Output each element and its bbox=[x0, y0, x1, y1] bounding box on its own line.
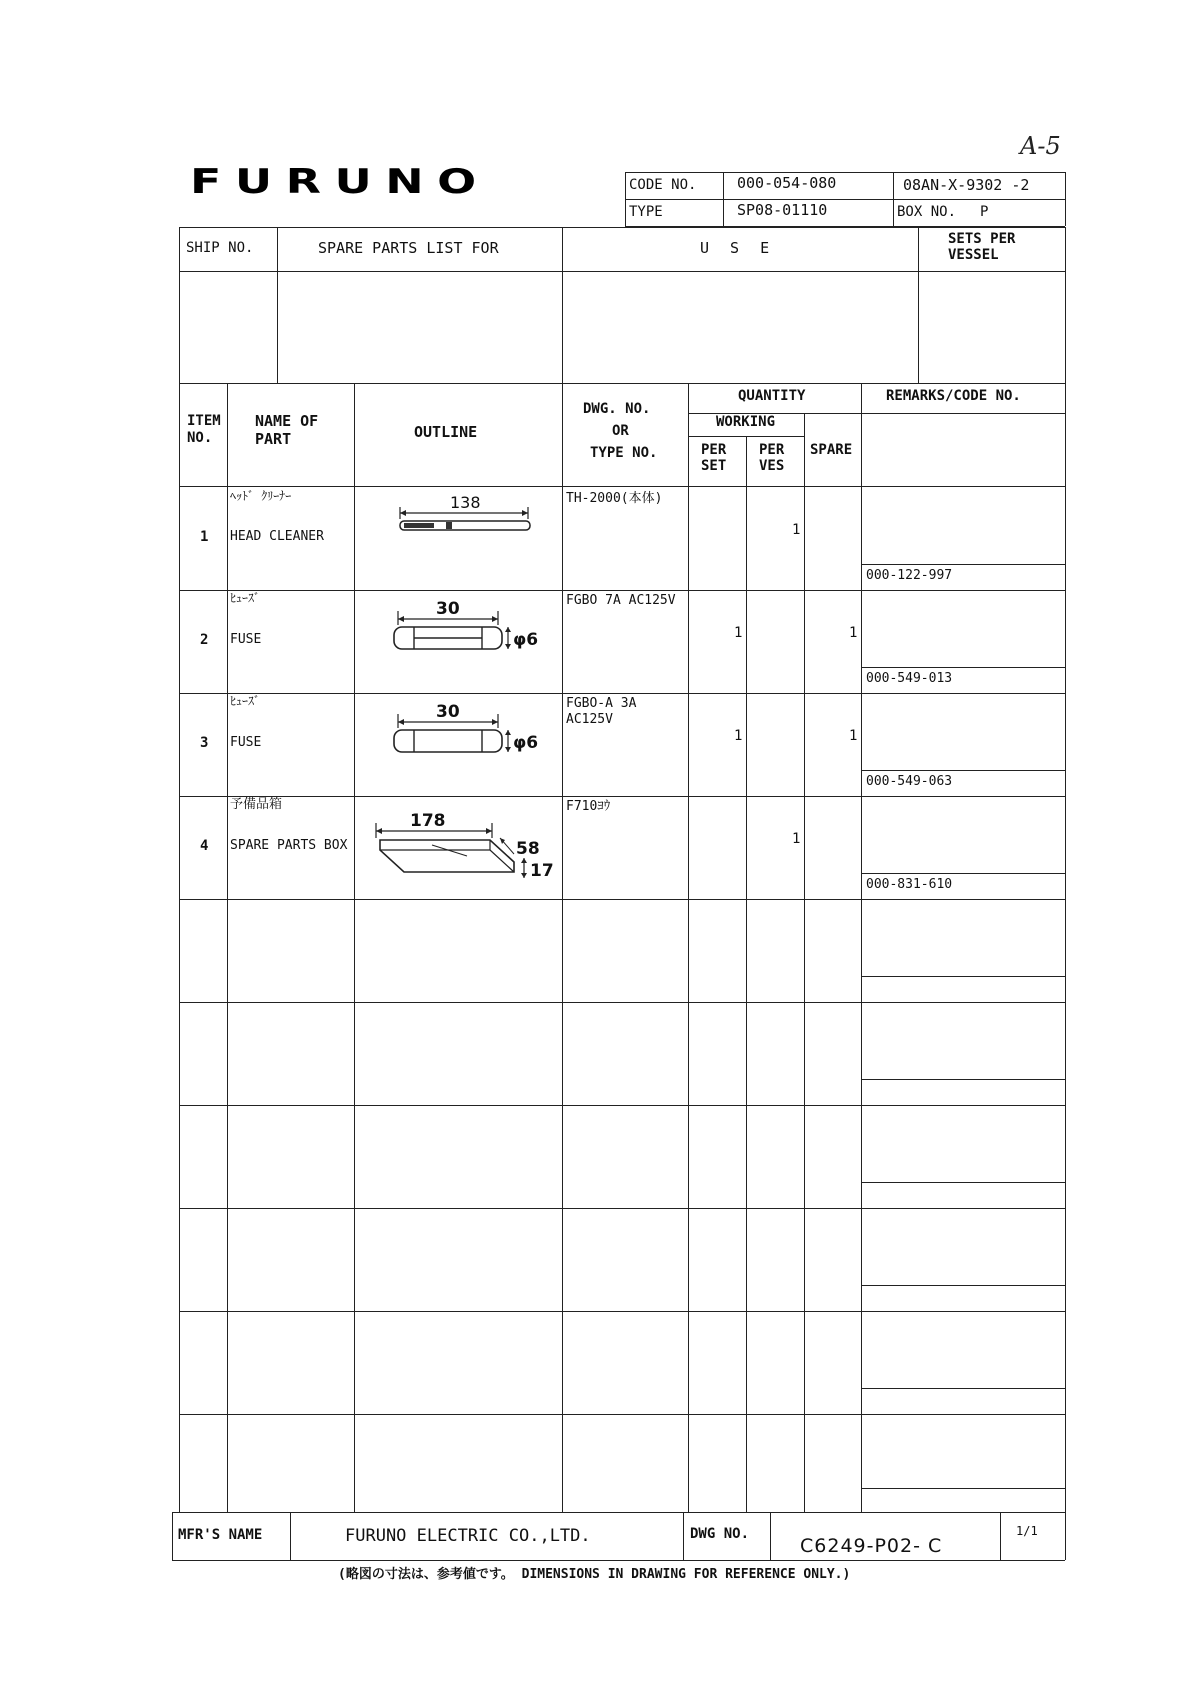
dwg-no-value: C6249-P02- C bbox=[800, 1535, 943, 1557]
per-set-header-2: SET bbox=[701, 458, 727, 474]
box-no-label: BOX NO. bbox=[897, 204, 957, 220]
qty-per-set: 1 bbox=[734, 625, 743, 641]
item-no: 4 bbox=[200, 838, 209, 854]
item-no-header: ITEM bbox=[187, 413, 221, 429]
dwg-no: FGBO 7A AC125V bbox=[566, 593, 676, 608]
handwritten-page-mark: A-5 bbox=[1020, 132, 1061, 160]
page-number: 1/1 bbox=[1016, 1524, 1038, 1538]
part-name-en: FUSE bbox=[230, 735, 262, 750]
per-ves-header-2: VES bbox=[759, 458, 785, 474]
mfr-name-label: MFR'S NAME bbox=[178, 1527, 263, 1543]
code-no-value: 000-054-080 bbox=[737, 174, 837, 192]
dimension-label: 178 bbox=[410, 811, 446, 831]
part-code: 000-122-997 bbox=[866, 568, 953, 583]
part-code: 000-831-610 bbox=[866, 877, 953, 892]
doc-code: 08AN-X-9302 -2 bbox=[903, 176, 1030, 194]
qty-spare: 1 bbox=[849, 625, 858, 641]
part-code: 000-549-063 bbox=[866, 774, 953, 789]
ship-no-label: SHIP NO. bbox=[186, 240, 254, 256]
spare-header: SPARE bbox=[810, 442, 853, 458]
qty-per-set: 1 bbox=[734, 728, 743, 744]
outline-drawing bbox=[390, 493, 540, 543]
outline-drawing bbox=[390, 595, 555, 660]
use-label: U S E bbox=[700, 239, 776, 257]
name-of-part-header: NAME OF bbox=[255, 412, 319, 430]
dimension-label: 138 bbox=[450, 493, 481, 512]
dwg-no-header-2: OR bbox=[612, 423, 629, 439]
dwg-no: FGBO-A 3A bbox=[566, 696, 637, 711]
dimension-label: 30 bbox=[436, 599, 460, 619]
outline-drawing bbox=[372, 810, 560, 890]
sets-per-vessel-label-2: VESSEL bbox=[948, 247, 999, 263]
sets-per-vessel-label: SETS PER bbox=[948, 231, 1016, 247]
qty-per-ves: 1 bbox=[792, 831, 801, 847]
dwg-no-header-3: TYPE NO. bbox=[590, 445, 658, 461]
part-name-en: FUSE bbox=[230, 632, 262, 647]
part-name-jp: ﾋｭｰｽﾞ bbox=[230, 591, 261, 605]
code-no-label: CODE NO. bbox=[629, 177, 697, 193]
type-label: TYPE bbox=[629, 204, 663, 220]
box-no-value: P bbox=[980, 204, 989, 220]
furuno-logo: FURUNO bbox=[190, 162, 490, 202]
quantity-header: QUANTITY bbox=[738, 388, 806, 404]
part-name-jp: ﾋｭｰｽﾞ bbox=[230, 694, 261, 708]
item-no: 2 bbox=[200, 632, 209, 648]
fuse-outline bbox=[390, 595, 555, 660]
head-cleaner-outline bbox=[390, 493, 540, 543]
per-set-header: PER bbox=[701, 442, 727, 458]
part-code: 000-549-013 bbox=[866, 671, 953, 686]
type-value: SP08-01110 bbox=[737, 201, 828, 219]
diameter-label: φ6 bbox=[513, 733, 539, 753]
reference-note: (略図の寸法は、参考値です。 DIMENSIONS IN DRAWING FOR REFERENCE ONLY.) bbox=[338, 1567, 851, 1582]
dimension-label: 30 bbox=[436, 702, 460, 722]
name-of-part-header-2: PART bbox=[255, 430, 292, 448]
remarks-header: REMARKS/CODE NO. bbox=[886, 388, 1021, 404]
item-no-header-2: NO. bbox=[187, 430, 213, 446]
outline-header: OUTLINE bbox=[414, 423, 478, 441]
dwg-no-line-2: AC125V bbox=[566, 712, 613, 727]
dwg-no-label: DWG NO. bbox=[690, 1526, 750, 1542]
list-title: SPARE PARTS LIST FOR bbox=[318, 239, 499, 257]
fuse-outline bbox=[390, 698, 555, 763]
dwg-no-header: DWG. NO. bbox=[583, 401, 651, 417]
item-no: 1 bbox=[200, 529, 209, 545]
spare-parts-box-outline bbox=[372, 810, 560, 890]
qty-spare: 1 bbox=[849, 728, 858, 744]
working-header: WORKING bbox=[716, 414, 776, 430]
per-ves-header: PER bbox=[759, 442, 785, 458]
item-no: 3 bbox=[200, 735, 209, 751]
diameter-label: φ6 bbox=[513, 630, 539, 650]
qty-per-ves: 1 bbox=[792, 522, 801, 538]
height-label: 17 bbox=[530, 861, 554, 881]
dwg-no: F710ﾖｳ bbox=[566, 799, 611, 814]
part-name-en: HEAD CLEANER bbox=[230, 529, 324, 544]
part-name-jp: ﾍｯﾄﾞ ｸﾘｰﾅｰ bbox=[230, 489, 292, 503]
part-name-en: SPARE PARTS BOX bbox=[230, 838, 348, 853]
depth-label: 58 bbox=[516, 839, 540, 859]
outline-drawing bbox=[390, 698, 555, 763]
part-name-jp: 予備品箱 bbox=[230, 797, 283, 812]
dwg-no: TH-2000(本体) bbox=[566, 491, 663, 506]
mfr-name-value: FURUNO ELECTRIC CO.,LTD. bbox=[345, 1526, 591, 1546]
